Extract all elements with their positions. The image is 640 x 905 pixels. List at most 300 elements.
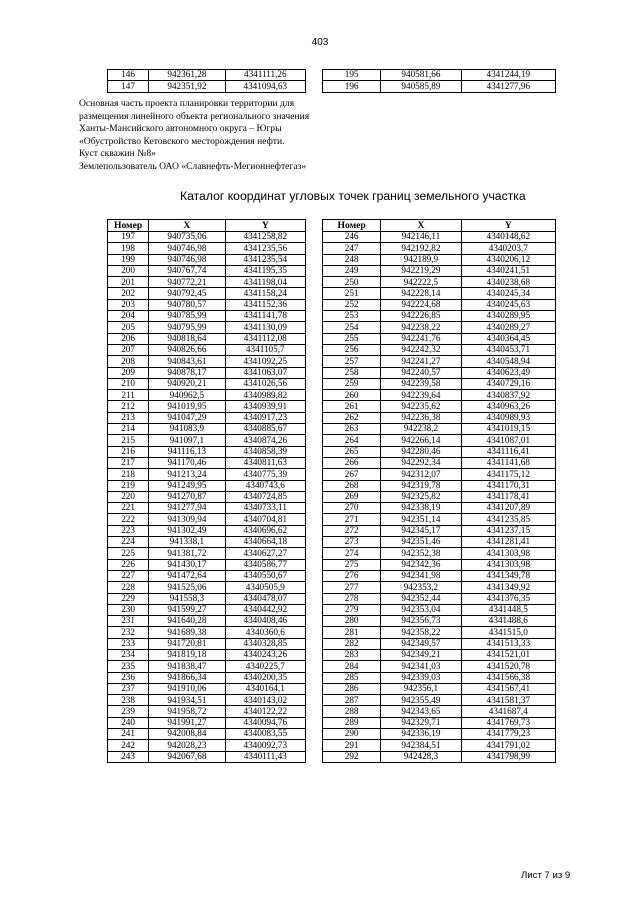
coord-x: 941599,27 bbox=[149, 604, 225, 615]
point-number: 257 bbox=[323, 356, 381, 367]
point-number: 222 bbox=[108, 514, 149, 525]
coord-y: 4340989,93 bbox=[461, 412, 555, 423]
point-number: 289 bbox=[323, 717, 381, 728]
point-number: 147 bbox=[108, 81, 149, 92]
table-row bbox=[108, 491, 306, 502]
table-row bbox=[323, 717, 556, 728]
coord-y: 4340989,82 bbox=[225, 390, 305, 401]
table-row bbox=[323, 480, 556, 491]
point-number: 237 bbox=[108, 683, 149, 694]
coord-y: 4341791,02 bbox=[461, 740, 555, 751]
coord-y: 4340917,23 bbox=[225, 412, 305, 423]
table-row bbox=[323, 729, 556, 740]
point-number: 224 bbox=[108, 537, 149, 548]
coord-y: 4340963,26 bbox=[461, 401, 555, 412]
point-number: 260 bbox=[323, 390, 381, 401]
point-number: 199 bbox=[108, 254, 149, 265]
header-y: Y bbox=[461, 220, 555, 232]
coord-x: 941991,27 bbox=[149, 717, 225, 728]
table-row bbox=[323, 435, 556, 446]
point-number: 239 bbox=[108, 706, 149, 717]
coord-x: 941689,38 bbox=[149, 627, 225, 638]
point-number: 231 bbox=[108, 616, 149, 627]
coord-x: 942353,2 bbox=[381, 582, 461, 593]
point-number: 232 bbox=[108, 627, 149, 638]
coord-x: 942329,71 bbox=[381, 717, 461, 728]
coord-x: 940843,61 bbox=[149, 356, 225, 367]
point-number: 234 bbox=[108, 649, 149, 660]
point-number: 273 bbox=[323, 537, 381, 548]
coord-y: 4341178,41 bbox=[461, 491, 555, 502]
coord-y: 4341198,04 bbox=[225, 277, 305, 288]
point-number: 197 bbox=[108, 232, 149, 243]
table-row bbox=[108, 627, 306, 638]
coord-x: 942241,76 bbox=[381, 333, 461, 344]
table-row bbox=[108, 706, 306, 717]
coord-x: 941213,24 bbox=[149, 469, 225, 480]
coord-y: 4341207,89 bbox=[461, 503, 555, 514]
table-row bbox=[323, 672, 556, 683]
coord-x: 940785,99 bbox=[149, 311, 225, 322]
coord-x: 942351,46 bbox=[381, 537, 461, 548]
header-x: X bbox=[381, 220, 461, 232]
catalog-title: Каталог координат угловых точек границ земельного участка bbox=[180, 189, 526, 203]
table-row bbox=[323, 593, 556, 604]
point-number: 275 bbox=[323, 559, 381, 570]
coord-x: 941910,06 bbox=[149, 683, 225, 694]
coord-x: 942343,65 bbox=[381, 706, 461, 717]
table-row bbox=[108, 243, 306, 254]
coord-x: 941640,28 bbox=[149, 616, 225, 627]
coord-x: 941381,72 bbox=[149, 548, 225, 559]
coord-y: 4340364,45 bbox=[461, 333, 555, 344]
point-number: 266 bbox=[323, 457, 381, 468]
table-row bbox=[108, 367, 306, 378]
preamble-line: Землепользователь ОАО «Славнефть-Мегионнефтегаз» bbox=[79, 160, 307, 172]
coord-y: 4340548,94 bbox=[461, 356, 555, 367]
point-number: 292 bbox=[323, 751, 381, 762]
point-number: 238 bbox=[108, 695, 149, 706]
coord-y: 4341092,25 bbox=[225, 356, 305, 367]
table-row bbox=[323, 627, 556, 638]
point-number: 209 bbox=[108, 367, 149, 378]
point-number: 221 bbox=[108, 503, 149, 514]
point-number: 230 bbox=[108, 604, 149, 615]
table-row bbox=[108, 480, 306, 491]
coord-x: 942266,14 bbox=[381, 435, 461, 446]
coord-x: 940826,66 bbox=[149, 344, 225, 355]
table-row bbox=[108, 695, 306, 706]
coord-y: 4341567,41 bbox=[461, 683, 555, 694]
point-number: 242 bbox=[108, 740, 149, 751]
coord-x: 942222,5 bbox=[381, 277, 461, 288]
table-row bbox=[108, 457, 306, 468]
coord-y: 4341687,4 bbox=[461, 706, 555, 717]
coord-x: 941338,1 bbox=[149, 537, 225, 548]
coord-y: 4341019,15 bbox=[461, 424, 555, 435]
table-row bbox=[108, 277, 306, 288]
coord-x: 940581,66 bbox=[381, 70, 461, 81]
table-row bbox=[108, 593, 306, 604]
coord-x: 940920,21 bbox=[149, 378, 225, 389]
point-number: 249 bbox=[323, 265, 381, 276]
table-row bbox=[108, 717, 306, 728]
coord-y: 4341521,01 bbox=[461, 649, 555, 660]
table-row bbox=[323, 254, 556, 265]
coord-y: 4340094,76 bbox=[225, 717, 305, 728]
coord-y: 4341235,85 bbox=[461, 514, 555, 525]
point-number: 248 bbox=[323, 254, 381, 265]
table-row bbox=[108, 412, 306, 423]
table-row bbox=[108, 401, 306, 412]
table-row bbox=[323, 70, 556, 81]
coord-y: 4341105,7 bbox=[225, 344, 305, 355]
header-x: X bbox=[149, 220, 225, 232]
coord-y: 4341094,63 bbox=[225, 81, 305, 92]
point-number: 256 bbox=[323, 344, 381, 355]
coord-x: 940772,21 bbox=[149, 277, 225, 288]
point-number: 200 bbox=[108, 265, 149, 276]
coord-x: 942238,2 bbox=[381, 424, 461, 435]
table-row bbox=[108, 81, 306, 92]
table-row bbox=[323, 548, 556, 559]
coord-y: 4340478,07 bbox=[225, 593, 305, 604]
coord-x: 941047,29 bbox=[149, 412, 225, 423]
coord-x: 942219,29 bbox=[381, 265, 461, 276]
table-row bbox=[108, 616, 306, 627]
coord-y: 4340148,62 bbox=[461, 232, 555, 243]
point-number: 228 bbox=[108, 582, 149, 593]
point-number: 258 bbox=[323, 367, 381, 378]
point-number: 225 bbox=[108, 548, 149, 559]
coordinates-table-left bbox=[107, 219, 306, 763]
table-row bbox=[323, 81, 556, 92]
point-number: 267 bbox=[323, 469, 381, 480]
table-row bbox=[108, 514, 306, 525]
coord-x: 942336,19 bbox=[381, 729, 461, 740]
table-row bbox=[323, 333, 556, 344]
table-row bbox=[323, 243, 556, 254]
coord-y: 4340627,27 bbox=[225, 548, 305, 559]
coord-x: 942192,82 bbox=[381, 243, 461, 254]
coord-x: 940585,89 bbox=[381, 81, 461, 92]
coord-x: 941249,95 bbox=[149, 480, 225, 491]
table-row bbox=[323, 582, 556, 593]
point-number: 252 bbox=[323, 299, 381, 310]
project-description bbox=[79, 98, 399, 173]
table-row bbox=[108, 740, 306, 751]
coord-y: 4341026,56 bbox=[225, 378, 305, 389]
coord-x: 942341,98 bbox=[381, 570, 461, 581]
point-number: 291 bbox=[323, 740, 381, 751]
coord-y: 4341515,0 bbox=[461, 627, 555, 638]
table-row bbox=[323, 299, 556, 310]
point-number: 195 bbox=[323, 70, 381, 81]
point-number: 284 bbox=[323, 661, 381, 672]
coord-x: 941170,46 bbox=[149, 457, 225, 468]
table-row bbox=[108, 333, 306, 344]
point-number: 198 bbox=[108, 243, 149, 254]
coord-x: 940795,99 bbox=[149, 322, 225, 333]
point-number: 270 bbox=[323, 503, 381, 514]
coord-x: 942008,84 bbox=[149, 729, 225, 740]
coord-y: 4340743,6 bbox=[225, 480, 305, 491]
coord-y: 4340328,85 bbox=[225, 638, 305, 649]
page-number: 403 bbox=[311, 37, 329, 48]
table-row bbox=[323, 503, 556, 514]
coord-x: 942361,28 bbox=[149, 70, 225, 81]
coord-y: 4341281,41 bbox=[461, 537, 555, 548]
point-number: 255 bbox=[323, 333, 381, 344]
table-row bbox=[108, 254, 306, 265]
coord-y: 4341116,41 bbox=[461, 446, 555, 457]
coord-y: 4341170,31 bbox=[461, 480, 555, 491]
coord-y: 4341349,78 bbox=[461, 570, 555, 581]
coord-y: 4341303,98 bbox=[461, 548, 555, 559]
table-row bbox=[108, 311, 306, 322]
point-number: 279 bbox=[323, 604, 381, 615]
coord-y: 4341087,01 bbox=[461, 435, 555, 446]
coord-x: 941083,9 bbox=[149, 424, 225, 435]
point-number: 229 bbox=[108, 593, 149, 604]
coord-y: 4340203,7 bbox=[461, 243, 555, 254]
table-row bbox=[108, 672, 306, 683]
table-row bbox=[108, 435, 306, 446]
table-row bbox=[108, 503, 306, 514]
coord-x: 942067,68 bbox=[149, 751, 225, 762]
coord-x: 941958,72 bbox=[149, 706, 225, 717]
coord-y: 4340696,62 bbox=[225, 525, 305, 536]
coord-x: 941525,06 bbox=[149, 582, 225, 593]
point-number: 281 bbox=[323, 627, 381, 638]
point-number: 208 bbox=[108, 356, 149, 367]
point-number: 259 bbox=[323, 378, 381, 389]
coord-x: 942239,64 bbox=[381, 390, 461, 401]
coord-y: 4340238,68 bbox=[461, 277, 555, 288]
coord-y: 4341235,54 bbox=[225, 254, 305, 265]
point-number: 286 bbox=[323, 683, 381, 694]
coord-y: 4340408,46 bbox=[225, 616, 305, 627]
point-number: 235 bbox=[108, 661, 149, 672]
coord-y: 4340775,39 bbox=[225, 469, 305, 480]
point-number: 243 bbox=[108, 751, 149, 762]
coord-x: 940878,17 bbox=[149, 367, 225, 378]
coord-y: 4340623,49 bbox=[461, 367, 555, 378]
coord-x: 941097,1 bbox=[149, 435, 225, 446]
point-number: 285 bbox=[323, 672, 381, 683]
table-row bbox=[323, 491, 556, 502]
point-number: 269 bbox=[323, 491, 381, 502]
coord-y: 4340729,16 bbox=[461, 378, 555, 389]
coord-x: 942428,3 bbox=[381, 751, 461, 762]
table-row bbox=[108, 446, 306, 457]
header-row bbox=[108, 220, 306, 232]
coord-y: 4341488,6 bbox=[461, 616, 555, 627]
point-number: 210 bbox=[108, 378, 149, 389]
coord-y: 4341566,38 bbox=[461, 672, 555, 683]
coord-x: 942292,34 bbox=[381, 457, 461, 468]
point-number: 240 bbox=[108, 717, 149, 728]
point-number: 216 bbox=[108, 446, 149, 457]
table-row bbox=[108, 265, 306, 276]
coord-y: 4341258,82 bbox=[225, 232, 305, 243]
table-row bbox=[108, 232, 306, 243]
table-row bbox=[323, 288, 556, 299]
point-number: 226 bbox=[108, 559, 149, 570]
point-number: 247 bbox=[323, 243, 381, 254]
coord-x: 941309,94 bbox=[149, 514, 225, 525]
point-number: 251 bbox=[323, 288, 381, 299]
coord-y: 4341152,36 bbox=[225, 299, 305, 310]
point-number: 253 bbox=[323, 311, 381, 322]
coord-x: 942239,58 bbox=[381, 378, 461, 389]
point-number: 220 bbox=[108, 491, 149, 502]
table-row bbox=[323, 446, 556, 457]
coord-y: 4341130,09 bbox=[225, 322, 305, 333]
point-number: 201 bbox=[108, 277, 149, 288]
coord-x: 942236,38 bbox=[381, 412, 461, 423]
coord-y: 4341237,15 bbox=[461, 525, 555, 536]
coord-y: 4341349,92 bbox=[461, 582, 555, 593]
coord-x: 940780,57 bbox=[149, 299, 225, 310]
coord-x: 942384,51 bbox=[381, 740, 461, 751]
point-number: 205 bbox=[108, 322, 149, 333]
coord-y: 4340664,18 bbox=[225, 537, 305, 548]
point-number: 288 bbox=[323, 706, 381, 717]
point-number: 263 bbox=[323, 424, 381, 435]
coord-x: 942224,68 bbox=[381, 299, 461, 310]
coord-x: 940746,98 bbox=[149, 254, 225, 265]
coord-y: 4340733,11 bbox=[225, 503, 305, 514]
coord-y: 4340083,55 bbox=[225, 729, 305, 740]
table-row bbox=[108, 378, 306, 389]
table-row bbox=[323, 616, 556, 627]
coord-x: 942355,49 bbox=[381, 695, 461, 706]
coord-y: 4340505,9 bbox=[225, 582, 305, 593]
coord-y: 4340360,6 bbox=[225, 627, 305, 638]
point-number: 215 bbox=[108, 435, 149, 446]
table-row bbox=[323, 604, 556, 615]
point-number: 203 bbox=[108, 299, 149, 310]
table-row bbox=[323, 537, 556, 548]
coord-x: 941838,47 bbox=[149, 661, 225, 672]
table-row bbox=[323, 356, 556, 367]
coord-y: 4340885,67 bbox=[225, 424, 305, 435]
coord-y: 4340939,91 bbox=[225, 401, 305, 412]
coord-x: 941430,17 bbox=[149, 559, 225, 570]
coord-x: 942345,17 bbox=[381, 525, 461, 536]
coord-y: 4340550,67 bbox=[225, 570, 305, 581]
coord-x: 940767,74 bbox=[149, 265, 225, 276]
point-number: 213 bbox=[108, 412, 149, 423]
sheet-footer: Лист 7 из 9 bbox=[521, 870, 571, 881]
preamble-line: размещения линейного объекта регионального значения bbox=[79, 110, 310, 122]
point-number: 223 bbox=[108, 525, 149, 536]
coord-y: 4340243,26 bbox=[225, 649, 305, 660]
table-row bbox=[323, 706, 556, 717]
point-number: 282 bbox=[323, 638, 381, 649]
preamble-line: Основная часть проекта планировки территории для bbox=[79, 98, 295, 109]
table-row bbox=[108, 582, 306, 593]
table-row bbox=[108, 638, 306, 649]
table-row bbox=[108, 424, 306, 435]
table-row bbox=[108, 344, 306, 355]
point-number: 265 bbox=[323, 446, 381, 457]
coord-x: 941277,94 bbox=[149, 503, 225, 514]
coord-y: 4340122,22 bbox=[225, 706, 305, 717]
table-row bbox=[323, 559, 556, 570]
table-row bbox=[323, 683, 556, 694]
table-row bbox=[323, 514, 556, 525]
table-row bbox=[108, 751, 306, 762]
coord-x: 942341,03 bbox=[381, 661, 461, 672]
point-number: 212 bbox=[108, 401, 149, 412]
point-number: 204 bbox=[108, 311, 149, 322]
table-row bbox=[108, 525, 306, 536]
point-number: 196 bbox=[323, 81, 381, 92]
coord-x: 942280,46 bbox=[381, 446, 461, 457]
point-number: 241 bbox=[108, 729, 149, 740]
coord-x: 941116,13 bbox=[149, 446, 225, 457]
point-number: 211 bbox=[108, 390, 149, 401]
preamble-line: Куст скважин №8» bbox=[79, 148, 156, 159]
point-number: 271 bbox=[323, 514, 381, 525]
coord-y: 4341303,98 bbox=[461, 559, 555, 570]
table-row bbox=[323, 570, 556, 581]
point-number: 219 bbox=[108, 480, 149, 491]
coord-y: 4340586,77 bbox=[225, 559, 305, 570]
coord-y: 4341235,56 bbox=[225, 243, 305, 254]
table-row bbox=[108, 70, 306, 81]
point-number: 274 bbox=[323, 548, 381, 559]
point-number: 250 bbox=[323, 277, 381, 288]
point-number: 280 bbox=[323, 616, 381, 627]
table-row bbox=[323, 265, 556, 276]
coord-x: 940746,98 bbox=[149, 243, 225, 254]
coord-y: 4341513,33 bbox=[461, 638, 555, 649]
coord-y: 4340289,27 bbox=[461, 322, 555, 333]
table-row bbox=[108, 683, 306, 694]
table-row bbox=[323, 367, 556, 378]
coord-x: 940962,5 bbox=[149, 390, 225, 401]
table-row bbox=[323, 661, 556, 672]
top-table-right bbox=[322, 69, 556, 93]
point-number: 261 bbox=[323, 401, 381, 412]
table-row bbox=[323, 311, 556, 322]
table-row bbox=[323, 424, 556, 435]
point-number: 236 bbox=[108, 672, 149, 683]
coord-y: 4340092,73 bbox=[225, 740, 305, 751]
preamble-line: «Обустройство Кетовского месторождения нефти. bbox=[79, 135, 285, 147]
coord-y: 4341141,68 bbox=[461, 457, 555, 468]
coord-x: 942338,19 bbox=[381, 503, 461, 514]
coord-x: 940818,64 bbox=[149, 333, 225, 344]
header-number: Номер bbox=[323, 220, 381, 232]
table-row bbox=[108, 604, 306, 615]
table-row bbox=[108, 288, 306, 299]
coord-x: 942189,9 bbox=[381, 254, 461, 265]
coord-x: 942228,14 bbox=[381, 288, 461, 299]
point-number: 276 bbox=[323, 570, 381, 581]
coord-y: 4341141,78 bbox=[225, 311, 305, 322]
table-row bbox=[323, 649, 556, 660]
coord-x: 941866,34 bbox=[149, 672, 225, 683]
coord-y: 4340874,26 bbox=[225, 435, 305, 446]
coord-y: 4340858,39 bbox=[225, 446, 305, 457]
point-number: 287 bbox=[323, 695, 381, 706]
coord-x: 942238,22 bbox=[381, 322, 461, 333]
coord-y: 4341277,96 bbox=[461, 81, 555, 92]
